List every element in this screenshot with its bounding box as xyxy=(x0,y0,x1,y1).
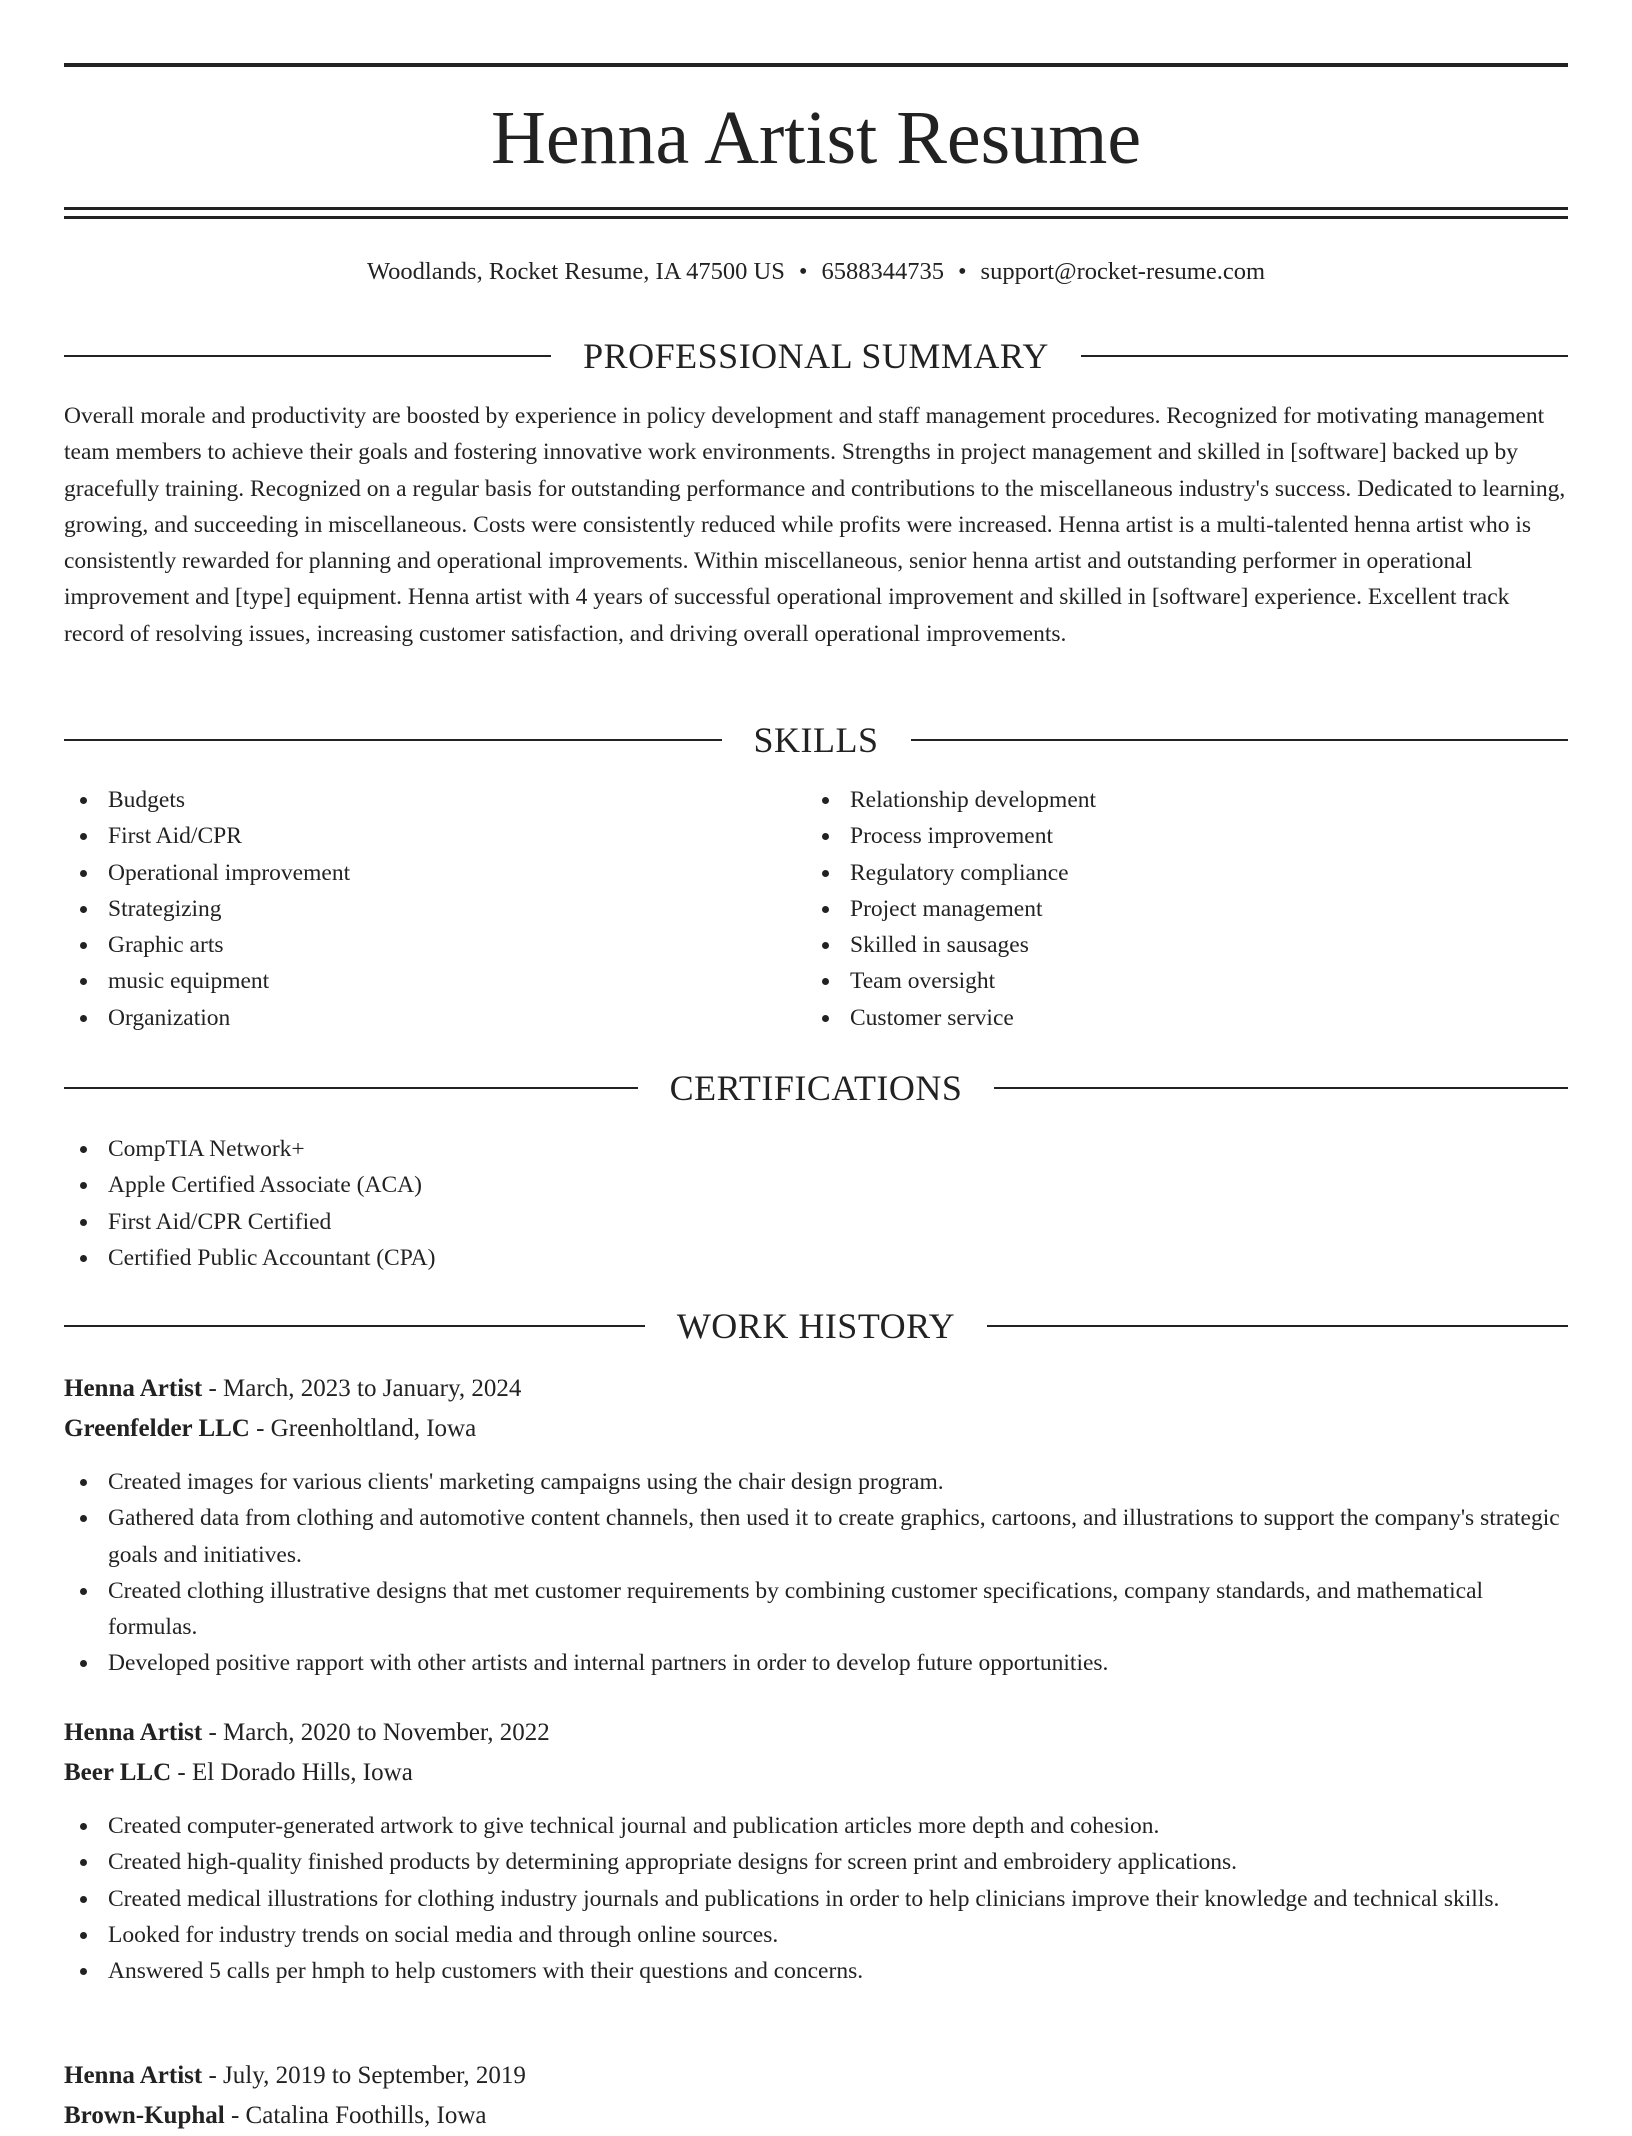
certification-item: CompTIA Network+ xyxy=(64,1131,1568,1167)
section-rule xyxy=(64,1325,645,1327)
certification-item: Apple Certified Associate (ACA) xyxy=(64,1167,1568,1203)
job-bullet: Gathered data from clothing and automotive content channels, then used it to create graphics, cartoons, and illustrations to support the company's strategic goals and initiatives. xyxy=(64,1500,1568,1573)
job-bullet: Looked for industry trends on social media and through online sources. xyxy=(64,1917,1568,1953)
skill-item: Project management xyxy=(806,891,1566,927)
section-rule xyxy=(994,1087,1568,1089)
certification-item: First Aid/CPR Certified xyxy=(64,1204,1568,1240)
job-company: Brown-Kuphal xyxy=(64,2102,225,2129)
section-rule xyxy=(64,739,722,741)
contact-line xyxy=(64,252,1568,292)
skill-item: music equipment xyxy=(64,963,804,999)
section-rule xyxy=(911,739,1569,741)
job-bullet: Created images for various clients' marketing campaigns using the chair design program. xyxy=(64,1464,1568,1500)
job-bullets xyxy=(64,1808,1568,1989)
skill-item: Process improvement xyxy=(806,818,1566,854)
job-title: Henna Artist xyxy=(64,1375,203,1402)
title-rule-lower xyxy=(64,216,1568,219)
job-dates: - July, 2019 to September, 2019 xyxy=(208,2062,526,2089)
skill-item: Strategizing xyxy=(64,891,804,927)
job-dates: - March, 2020 to November, 2022 xyxy=(208,1719,550,1746)
section-rule xyxy=(64,355,551,357)
job-company: Greenfelder LLC xyxy=(64,1415,250,1442)
job-company-line xyxy=(64,1409,1568,1449)
job-bullet: Created high-quality finished products by determining appropriate designs for screen print and embroidery applications. xyxy=(64,1844,1568,1880)
section-header-summary xyxy=(64,336,1568,376)
contact-address: Woodlands, Rocket Resume, IA 47500 US xyxy=(366,258,785,285)
job-location: - Catalina Foothills, Iowa xyxy=(230,2102,487,2129)
section-header-certifications xyxy=(64,1068,1568,1108)
job-location: - Greenholtland, Iowa xyxy=(256,1415,477,1442)
skill-item: Skilled in sausages xyxy=(806,927,1566,963)
skill-item: Regulatory compliance xyxy=(806,855,1566,891)
certifications-list xyxy=(64,1131,1568,1276)
skill-item: Relationship development xyxy=(806,782,1566,818)
section-title-work-history: WORK HISTORY xyxy=(676,1306,956,1346)
skills-list-left xyxy=(64,782,804,1036)
section-header-work-history xyxy=(64,1306,1568,1346)
section-title-skills: SKILLS xyxy=(753,720,879,760)
contact-phone: 6588344735 xyxy=(821,258,944,285)
skill-item: First Aid/CPR xyxy=(64,818,804,854)
job-bullets xyxy=(64,1464,1568,1682)
section-rule xyxy=(1081,355,1568,357)
job-location: - El Dorado Hills, Iowa xyxy=(177,1759,413,1786)
skill-item: Operational improvement xyxy=(64,855,804,891)
job-bullet: Created medical illustrations for clothing industry journals and publications in order to help clinicians improve their knowledge and technical skills. xyxy=(64,1881,1568,1917)
skill-item: Team oversight xyxy=(806,963,1566,999)
section-rule xyxy=(987,1325,1568,1327)
section-title-summary: PROFESSIONAL SUMMARY xyxy=(583,336,1049,376)
job-entry xyxy=(64,1369,1568,1449)
title-rule-upper xyxy=(64,207,1568,210)
summary-text: Overall morale and productivity are boosted by experience in policy development and staff management procedures. Recognized for motivating management team members to achieve their goals and fostering innovative work environments. Strengths in project management and skilled in [software] backed up by gracefully training. Recognized on a regular basis for outstanding performance and contributions to the miscellaneous industry's success. Dedicated to learning, growing, and succeeding in miscellaneous. Costs were consistently reduced while profits were increased. Henna artist is a multi-talented henna artist who is consistently rewarded for planning and operational improvements. Within miscellaneous, senior henna artist and outstanding performer in operational improvement and [type] equipment. Henna artist with 4 years of successful operational improvement and skilled in [software] experience. Excellent track record of resolving issues, increasing customer satisfaction, and driving overall operational improvements. xyxy=(64,403,1566,647)
contact-separator: • xyxy=(798,258,808,285)
skill-item: Graphic arts xyxy=(64,927,804,963)
job-title: Henna Artist xyxy=(64,1719,203,1746)
job-bullet: Developed positive rapport with other artists and internal partners in order to develop future opportunities. xyxy=(64,1645,1568,1681)
skill-item: Customer service xyxy=(806,1000,1566,1036)
job-company-line xyxy=(64,2096,1568,2136)
job-bullet: Created computer-generated artwork to give technical journal and publication articles more depth and cohesion. xyxy=(64,1808,1568,1844)
job-title-line xyxy=(64,1713,1568,1753)
contact-separator: • xyxy=(957,258,967,285)
job-entry xyxy=(64,2056,1568,2136)
page-title: Henna Artist Resume xyxy=(490,96,1142,180)
certification-item: Certified Public Accountant (CPA) xyxy=(64,1240,1568,1276)
job-company-line xyxy=(64,1753,1568,1793)
section-title-certifications: CERTIFICATIONS xyxy=(669,1068,963,1108)
contact-email: support@rocket-resume.com xyxy=(980,258,1266,285)
skill-item: Budgets xyxy=(64,782,804,818)
job-dates: - March, 2023 to January, 2024 xyxy=(208,1375,522,1402)
job-title-line xyxy=(64,2056,1568,2096)
top-rule xyxy=(64,63,1568,67)
section-rule xyxy=(64,1087,638,1089)
section-header-skills xyxy=(64,720,1568,760)
job-company: Beer LLC xyxy=(64,1759,172,1786)
skill-item: Organization xyxy=(64,1000,804,1036)
job-title-line xyxy=(64,1369,1568,1409)
job-bullet: Created clothing illustrative designs that met customer requirements by combining customer specifications, company standards, and mathematical formulas. xyxy=(64,1573,1568,1646)
job-bullet: Answered 5 calls per hmph to help customers with their questions and concerns. xyxy=(64,1953,1568,1989)
job-title: Henna Artist xyxy=(64,2062,203,2089)
skills-list-right xyxy=(806,782,1566,1036)
job-entry xyxy=(64,1713,1568,1793)
